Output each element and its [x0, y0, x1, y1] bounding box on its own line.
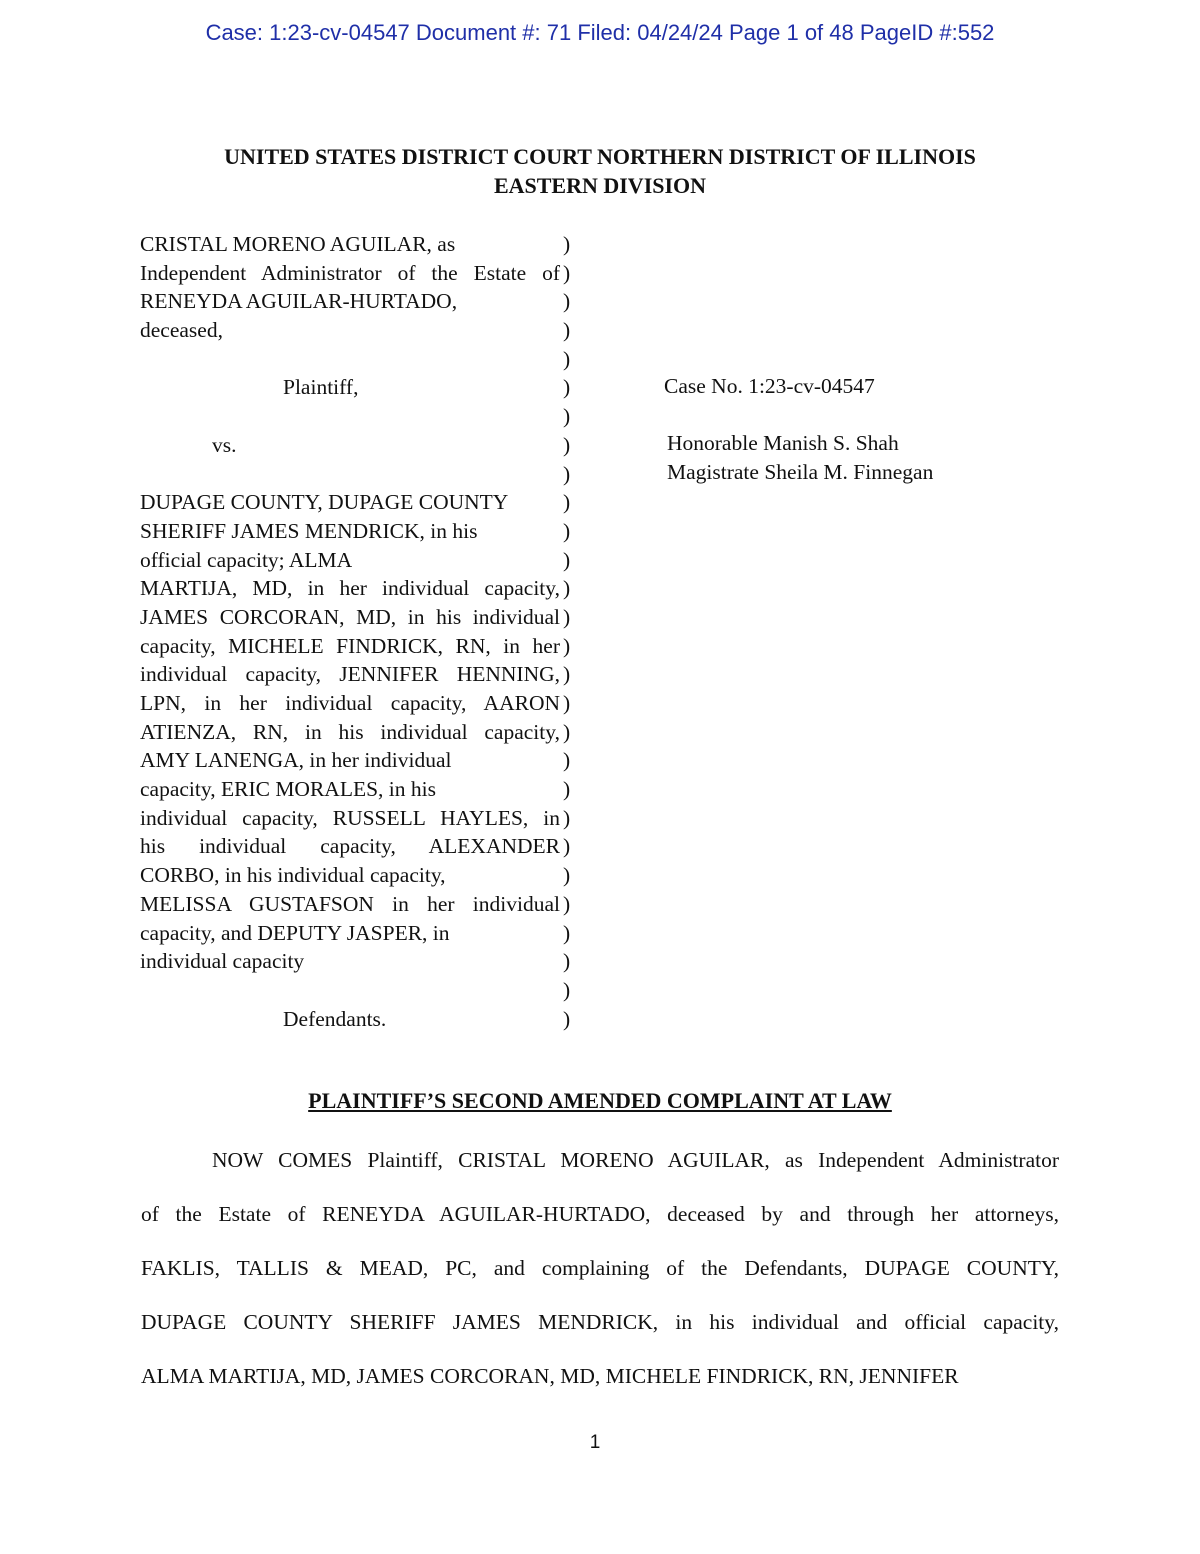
paren: ): [563, 834, 571, 859]
defendant-line: his individual capacity, ALEXANDER: [140, 834, 560, 859]
case-info: [664, 372, 933, 487]
defendant-line: capacity, MICHELE FINDRICK, RN, in her: [140, 633, 560, 658]
defendant-line: individual capacity: [140, 949, 305, 974]
body-line: ALMA MARTIJA, MD, JAMES CORCORAN, MD, MICHELE FINDRICK, RN, JENNIFER: [141, 1364, 959, 1388]
plaintiff-line: Independent Administrator of the Estate of: [140, 260, 560, 285]
defendant-line: ATIENZA, RN, in his individual capacity,: [140, 719, 560, 744]
paren: ): [563, 346, 571, 371]
judge-name: Honorable Manish S. Shah: [667, 431, 899, 456]
case-number: Case No. 1:23-cv-04547: [664, 374, 875, 398]
blank-line: [140, 402, 560, 431]
paren: ): [563, 719, 571, 744]
defendant-line: MELISSA GUSTAFSON in her individual: [140, 891, 560, 916]
defendant-line: CORBO, in his individual capacity,: [140, 863, 446, 888]
defendants-label: Defendants.: [283, 1006, 387, 1031]
body-line: of the Estate of RENEYDA AGUILAR-HURTADO, deceased by and through her attorneys,: [141, 1202, 1059, 1226]
paren: ): [563, 576, 571, 601]
paren: ): [563, 863, 571, 888]
page-number: 1: [589, 1432, 601, 1453]
body-line: DUPAGE COUNTY SHERIFF JAMES MENDRICK, in his individual and official capacity,: [141, 1310, 1059, 1334]
plaintiff-line: RENEYDA AGUILAR-HURTADO,: [140, 289, 458, 314]
versus-label: vs.: [212, 432, 237, 457]
court-heading-line-2: EASTERN DIVISION: [493, 173, 707, 198]
paren: ): [563, 518, 571, 543]
defendant-line: LPN, in her individual capacity, AARON: [140, 691, 560, 715]
defendant-line: official capacity; ALMA: [140, 547, 353, 572]
paren: ): [563, 977, 571, 1002]
paren: ): [563, 404, 571, 429]
defendant-line: individual capacity, RUSSELL HAYLES, in: [140, 805, 560, 830]
paren: ): [563, 461, 571, 486]
defendant-line: individual capacity, JENNIFER HENNING,: [140, 662, 560, 687]
filing-stamp: Case: 1:23-cv-04547 Document #: 71 Filed: 04/24/24 Page 1 of 48 PageID #:552: [205, 20, 995, 45]
paren: ): [563, 633, 571, 658]
paren: ): [563, 604, 571, 629]
defendant-line: DUPAGE COUNTY, DUPAGE COUNTY: [140, 490, 509, 515]
paren: ): [563, 691, 571, 715]
paren: ): [563, 432, 571, 457]
body-line: NOW COMES Plaintiff, CRISTAL MORENO AGUILAR, as Independent Administrator: [212, 1148, 1059, 1172]
plaintiff-label: Plaintiff,: [283, 375, 359, 400]
paren: ): [563, 949, 571, 974]
paren: ): [563, 662, 571, 687]
blank-line: [140, 345, 560, 374]
paren: ): [563, 891, 571, 916]
body-line: FAKLIS, TALLIS & MEAD, PC, and complaining of the Defendants, DUPAGE COUNTY,: [141, 1256, 1059, 1280]
complaint-body: [141, 1146, 1059, 1416]
court-heading: [0, 142, 1200, 200]
paren: ): [563, 375, 571, 400]
defendant-line: MARTIJA, MD, in her individual capacity,: [140, 576, 560, 601]
defendant-line: capacity, ERIC MORALES, in his: [140, 777, 436, 802]
paren: ): [563, 232, 571, 256]
paren: ): [563, 490, 571, 515]
paren: ): [563, 920, 571, 945]
plaintiff-line: CRISTAL MORENO AGUILAR, as: [140, 232, 456, 256]
judges-block: [664, 429, 933, 486]
paren: ): [563, 748, 571, 773]
paren: ): [563, 289, 571, 314]
plaintiff-line: deceased,: [140, 318, 223, 343]
defendant-line: AMY LANENGA, in her individual: [140, 748, 452, 773]
paren: ): [563, 260, 571, 285]
paren: ): [563, 805, 571, 830]
defendant-line: SHERIFF JAMES MENDRICK, in his: [140, 518, 478, 543]
caption-divider: [563, 230, 577, 1033]
paren: ): [563, 547, 571, 572]
magistrate-name: Magistrate Sheila M. Finnegan: [667, 460, 934, 485]
court-heading-line-1: UNITED STATES DISTRICT COURT NORTHERN DISTRICT OF ILLINOIS: [224, 144, 976, 169]
defendant-line: capacity, and DEPUTY JASPER, in: [140, 920, 450, 945]
defendant-line: JAMES CORCORAN, MD, in his individual: [140, 604, 560, 629]
paren: ): [563, 318, 571, 343]
blank-line: [140, 976, 560, 1005]
caption-parties: [140, 230, 560, 1033]
paren: ): [563, 1006, 571, 1031]
complaint-title: PLAINTIFF’S SECOND AMENDED COMPLAINT AT LAW: [308, 1088, 892, 1113]
blank-line: [140, 460, 560, 489]
paren: ): [563, 777, 571, 802]
